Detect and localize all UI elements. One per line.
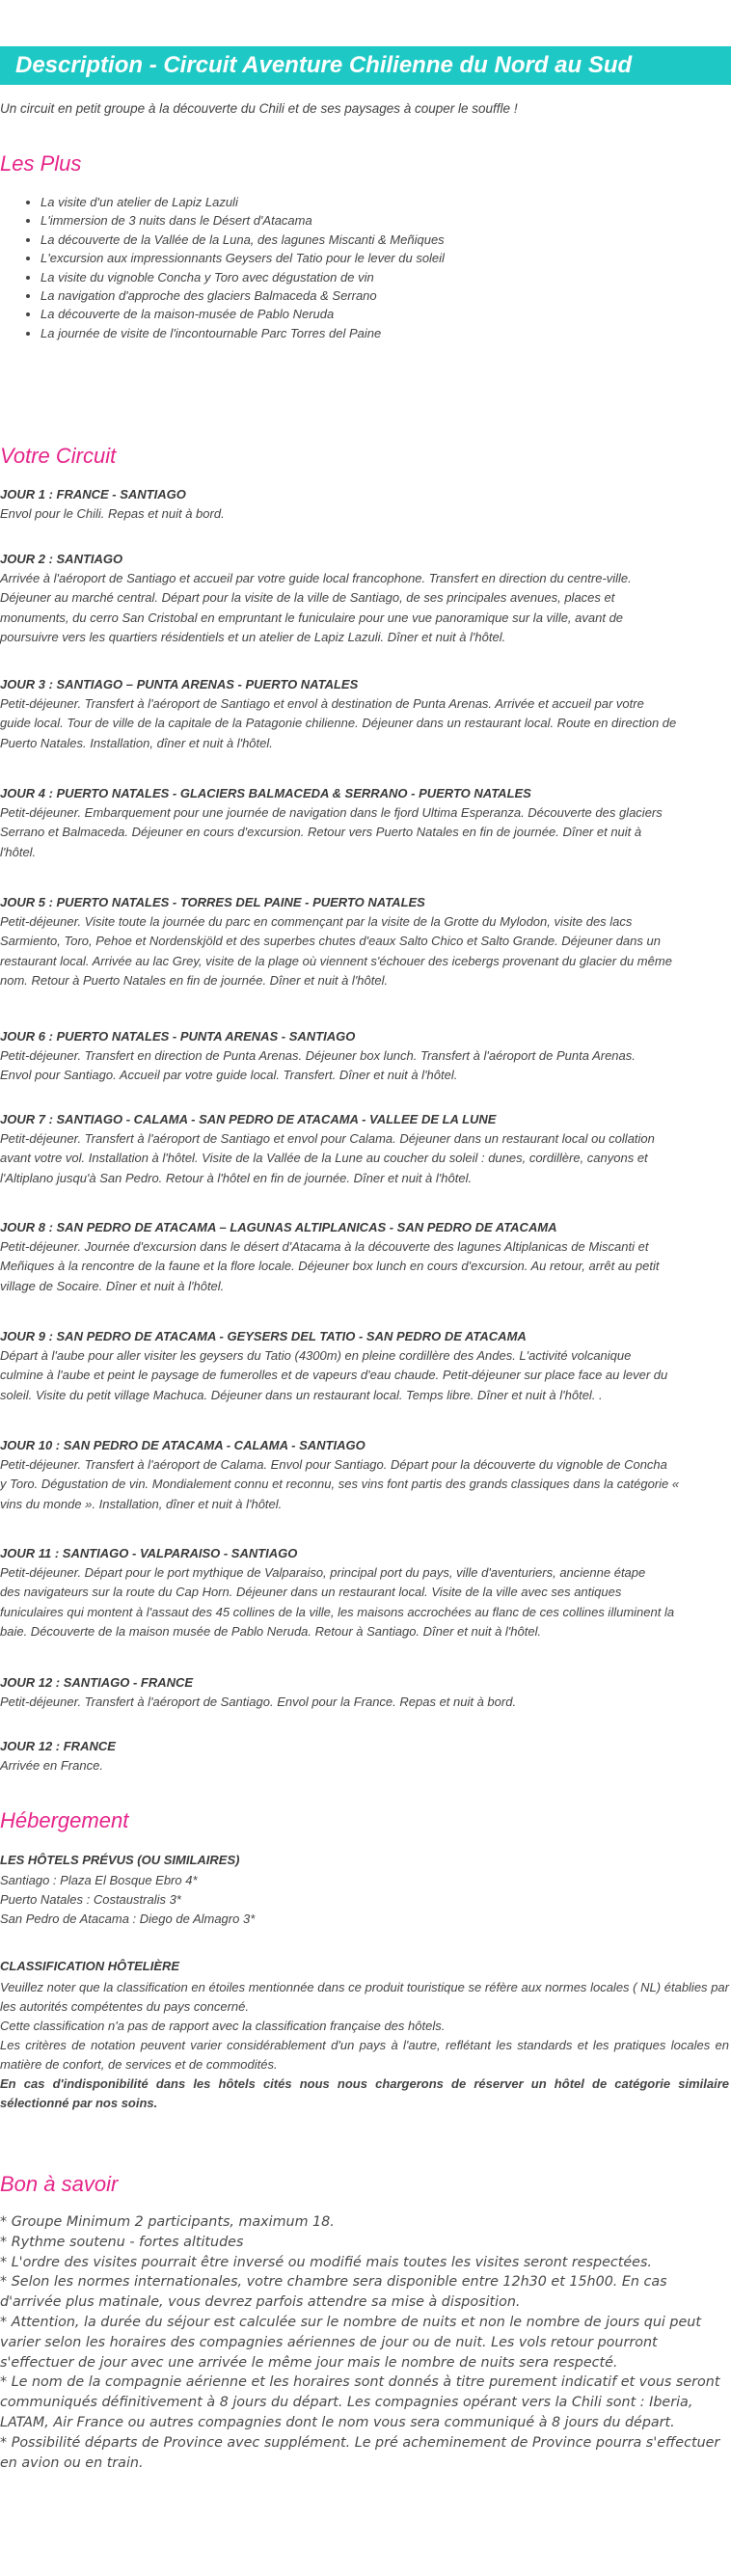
paragraph: Les critères de notation peuvent varier considérablement d'un pays à l'autre, reflétant les standards et les pratiques locales en matière de confort, de services et de commodités. xyxy=(0,2038,729,2072)
day-description xyxy=(0,694,728,753)
day-7 xyxy=(0,1110,731,1188)
hebergement-heading: Hébergement xyxy=(0,1808,129,1832)
day-line: Arrivée en France. xyxy=(0,1758,103,1773)
day-description xyxy=(0,1563,728,1642)
day-description xyxy=(0,1756,728,1776)
list-item: • La journée de visite de l'incontournable Parc Torres del Paine xyxy=(41,324,445,342)
day-description xyxy=(0,1237,728,1296)
day-11 xyxy=(0,1544,731,1642)
day-8 xyxy=(0,1218,731,1296)
day-line: monuments, du cerro San Cristobal en empruntant le funiculaire pour une vue panoramique sur la ville, avant de xyxy=(0,610,624,625)
day-title: JOUR 12 : SANTIAGO - FRANCE xyxy=(0,1675,194,1690)
day-description xyxy=(0,1129,728,1188)
day-line: y Toro. Dégustation de vin. Mondialement connu et reconnu, ses vins font partis des grands classiques dans la catégorie « xyxy=(0,1477,680,1492)
day-line: Puerto Natales. Installation, dîner et nuit à l'hôtel. xyxy=(0,735,273,750)
day-title: JOUR 11 : SANTIAGO - VALPARAISO - SANTIAGO xyxy=(0,1546,298,1560)
list-item: * L'ordre des visites pourrait être inversé ou modifié mais toutes les visites seront respectées. xyxy=(0,2254,652,2270)
day-title: JOUR 9 : SAN PEDRO DE ATACAMA - GEYSERS DEL TATIO - SAN PEDRO DE ATACAMA xyxy=(0,1329,527,1343)
title-banner xyxy=(0,46,731,85)
hotels-list xyxy=(0,1871,731,1929)
day-line: vins du monde ». Installation, dîner et nuit à l'hôtel. xyxy=(0,1496,283,1511)
day-title: JOUR 12 : FRANCE xyxy=(0,1739,116,1753)
paragraph: Cette classification n'a pas de rapport avec la classification française des hôtels. xyxy=(0,2019,446,2033)
day-line: Petit-déjeuner. Transfert à l'aéroport de Calama. Envol pour Santiago. Départ pour la découverte du vignoble de Concha xyxy=(0,1457,667,1472)
classification-text xyxy=(0,1978,729,2113)
day-line: guide local. Tour de ville de la capitale de la Patagonie chilienne. Déjeuner dans un restaurant local. Route en direction de xyxy=(0,716,677,731)
day-1 xyxy=(0,485,731,524)
day-9 xyxy=(0,1327,731,1405)
circuit-heading: Votre Circuit xyxy=(0,444,117,468)
day-line: poursuivre vers les quartiers résidentiels et un atelier de Lapiz Lazuli. Dîner et nuit à l'hôtel. xyxy=(0,630,506,645)
day-line: nom. Retour à Puerto Natales en fin de journée. Dîner et nuit à l'hôtel. xyxy=(0,973,389,989)
paragraph: Veuillez noter que la classification en étoiles mentionnée dans ce produit touristique se réfère aux normes locales ( NL) établies par les autorités compétentes du pays concerné. xyxy=(0,1980,729,2014)
day-title: JOUR 4 : PUERTO NATALES - GLACIERS BALMACEDA & SERRANO - PUERTO NATALES xyxy=(0,786,531,800)
day-2 xyxy=(0,550,731,648)
list-item: Puerto Natales : Costaustralis 3* xyxy=(0,1892,181,1907)
day-line: Arrivée à l'aéroport de Santiago et accueil par votre guide local francophone. Transfert en direction du centre-ville. xyxy=(0,571,632,585)
day-title: JOUR 5 : PUERTO NATALES - TORRES DEL PAINE - PUERTO NATALES xyxy=(0,895,425,909)
day-line: Départ à l'aube pour aller visiter les geysers du Tatio (4300m) en pleine cordillère des Andes. L'activité volcanique xyxy=(0,1348,632,1363)
day-12 xyxy=(0,1673,731,1712)
day-line: soleil. Visite du petit village Machuca. Déjeuner dans un restaurant local. Temps libre. Dîner et nuit à l'hôtel. . xyxy=(0,1387,603,1402)
day-title: JOUR 8 : SAN PEDRO DE ATACAMA – LAGUNAS ALTIPLANICAS - SAN PEDRO DE ATACAMA xyxy=(0,1220,557,1234)
classification-title: CLASSIFICATION HÔTELIÈRE xyxy=(0,1959,180,1973)
day-line: Petit-déjeuner. Embarquement pour une journée de navigation dans le fjord Ultima Esperanza. Découverte des glaciers xyxy=(0,805,663,820)
day-line: des navigateurs sur la route du Cap Horn. Déjeuner dans un restaurant local. Visite de la ville avec ses antiques xyxy=(0,1585,622,1600)
bon-a-savoir-list xyxy=(0,2212,729,2473)
list-item: Santiago : Plaza El Bosque Ebro 4* xyxy=(0,1873,198,1887)
day-title: JOUR 10 : SAN PEDRO DE ATACAMA - CALAMA - SANTIAGO xyxy=(0,1438,366,1452)
day-description xyxy=(0,1346,728,1405)
day-line: Envol pour Santiago. Accueil par votre guide local. Transfert. Dîner et nuit à l'hôtel. xyxy=(0,1068,458,1083)
les-plus-list xyxy=(23,193,445,342)
day-line: funiculaires qui montent à l'assaut des 45 collines de la ville, les maisons accrochées au flanc de ces collines illuminent la xyxy=(0,1604,675,1619)
list-item: * Attention, la durée du séjour est calculée sur le nombre de nuits et non le nombre de jours qui peut varier selon les horaires des compagnies aériennes de jour ou de nuit. Les vols retour pourront s'effectuer de jour avec une arrivée le même jour mais le nombre de nuits sera respecté. xyxy=(0,2314,701,2371)
list-item: • La découverte de la Vallée de la Luna, des lagunes Miscanti & Meñiques xyxy=(41,230,445,249)
page-title: Description - Circuit Aventure Chilienne du Nord au Sud xyxy=(15,52,633,78)
day-3 xyxy=(0,675,731,753)
day-line: Envol pour le Chili. Repas et nuit à bord. xyxy=(0,506,225,521)
list-item: • La découverte de la maison-musée de Pablo Neruda xyxy=(41,305,445,323)
day-description xyxy=(0,803,728,862)
list-item: • L'immersion de 3 nuits dans le Désert d'Atacama xyxy=(41,211,445,230)
day-line: restaurant local. Arrivée au lac Grey, visite de la plage où viennent s'échouer des icebergs provenant du glacier du même xyxy=(0,953,672,968)
day-title: JOUR 2 : SANTIAGO xyxy=(0,552,123,566)
day-6 xyxy=(0,1027,731,1086)
day-line: Petit-déjeuner. Visite toute la journée du parc en commençant par la visite de la Grotte du Mylodon, visite des lacs xyxy=(0,914,633,929)
day-description xyxy=(0,1046,728,1086)
list-item: * Le nom de la compagnie aérienne et les horaires sont donnés à titre purement indicatif et vous seront communiqués définitivement à 8 jours du départ. Les compagnies opérant vers la Chili sont : Iberia, LATAM, Air France ou autres compagnies dont le nom vous sera communiqué à 8 jours du départ. xyxy=(0,2374,720,2430)
day-line: Petit-déjeuner. Journée d'excursion dans le désert d'Atacama à la découverte des lagunes Altiplanicas de Miscanti et xyxy=(0,1239,649,1254)
day-description xyxy=(0,1693,728,1712)
day-line: l'Altiplano jusqu'à San Pedro. Retour à l'hôtel en fin de journée. Dîner et nuit à l'hôtel. xyxy=(0,1170,473,1185)
paragraph-bold: En cas d'indisponibilité dans les hôtels cités nous nous chargerons de réserver un hôtel de catégorie similaire sélectionné par nos soins. xyxy=(0,2076,729,2110)
list-item: * Groupe Minimum 2 participants, maximum 18. xyxy=(0,2214,335,2230)
day-line: Meñiques à la rencontre de la faune et la flore locale. Déjeuner box lunch en cours d'excursion. Au retour, arrêt au petit xyxy=(0,1259,660,1274)
day-5 xyxy=(0,893,731,991)
hotels-title: LES HÔTELS PRÉVUS (OU SIMILAIRES) xyxy=(0,1853,240,1867)
day-line: Petit-déjeuner. Transfert à l'aéroport de Santiago. Envol pour la France. Repas et nuit à bord. xyxy=(0,1695,517,1709)
intro-text: Un circuit en petit groupe à la découverte du Chili et de ses paysages à couper le souffle ! xyxy=(0,101,518,116)
day-12-france xyxy=(0,1737,731,1776)
day-title: JOUR 6 : PUERTO NATALES - PUNTA ARENAS - SANTIAGO xyxy=(0,1029,356,1044)
day-description xyxy=(0,912,728,991)
bon-a-savoir-heading: Bon à savoir xyxy=(0,2172,119,2196)
list-item: San Pedro de Atacama : Diego de Almagro 3* xyxy=(0,1912,256,1926)
day-line: culmine à l'aube et peint le paysage de fumerolles et de vapeurs d'eau chaude. Petit-déjeuner sur place face au lever du xyxy=(0,1368,668,1383)
list-item: • L'excursion aux impressionnants Geysers del Tatio pour le lever du soleil xyxy=(41,249,445,267)
day-line: village de Socaire. Dîner et nuit à l'hôtel. xyxy=(0,1278,225,1293)
day-line: Petit-déjeuner. Transfert en direction de Punta Arenas. Déjeuner box lunch. Transfert à l'aéroport de Punta Arenas. xyxy=(0,1048,636,1063)
day-description xyxy=(0,1455,728,1514)
day-title: JOUR 3 : SANTIAGO – PUNTA ARENAS - PUERTO NATALES xyxy=(0,677,359,691)
day-line: Sarmiento, Toro, Pehoe et Nordenskjöld et des superbes chutes d'eaux Salto Chico et Salto Grande. Déjeuner dans un xyxy=(0,934,661,949)
day-description xyxy=(0,569,728,648)
day-line: Déjeuner au marché central. Départ pour la visite de la ville de Santiago, de ses principales avenues, places et xyxy=(0,590,615,606)
les-plus-heading: Les Plus xyxy=(0,151,82,176)
day-4 xyxy=(0,784,731,862)
list-item: • La navigation d'approche des glaciers Balmaceda & Serrano xyxy=(41,286,445,305)
day-title: JOUR 1 : FRANCE - SANTIAGO xyxy=(0,487,186,502)
day-title: JOUR 7 : SANTIAGO - CALAMA - SAN PEDRO DE ATACAMA - VALLEE DE LA LUNE xyxy=(0,1112,497,1126)
day-line: avant votre vol. Installation à l'hôtel. Visite de la Vallée de la Lune au coucher du soleil : dunes, cordillère, canyons et xyxy=(0,1151,648,1166)
day-line: Petit-déjeuner. Départ pour le port mythique de Valparaiso, principal port du pays, ville d'aventuriers, ancienne étape xyxy=(0,1565,646,1580)
list-item: * Possibilité départs de Province avec supplément. Le pré acheminement de Province pourra s'effectuer en avion ou en train. xyxy=(0,2434,720,2471)
day-10 xyxy=(0,1436,731,1514)
day-line: Petit-déjeuner. Transfert à l'aéroport de Santiago et envol à destination de Punta Arenas. Arrivée et accueil par votre xyxy=(0,696,644,711)
list-item: * Selon les normes internationales, votre chambre sera disponible entre 12h30 et 15h00. En cas d'arrivée plus matinale, vous devrez parfois attendre sa mise à disposition. xyxy=(0,2274,667,2311)
list-item: • La visite d'un atelier de Lapiz Lazuli xyxy=(41,193,445,211)
day-description xyxy=(0,504,728,524)
day-line: Petit-déjeuner. Transfert à l'aéroport de Santiago et envol pour Calama. Déjeuner dans un restaurant local ou collation xyxy=(0,1131,655,1146)
day-line: l'hôtel. xyxy=(0,844,37,859)
day-line: Serrano et Balmaceda. Déjeuner en cours d'excursion. Retour vers Puerto Natales en fin de journée. Dîner et nuit à xyxy=(0,825,642,840)
list-item: * Rythme soutenu - fortes altitudes xyxy=(0,2234,244,2250)
list-item: • La visite du vignoble Concha y Toro avec dégustation de vin xyxy=(41,268,445,286)
day-line: baie. Découverte de la maison musée de Pablo Neruda. Retour à Santiago. Dîner et nuit à l'hôtel. xyxy=(0,1624,542,1640)
